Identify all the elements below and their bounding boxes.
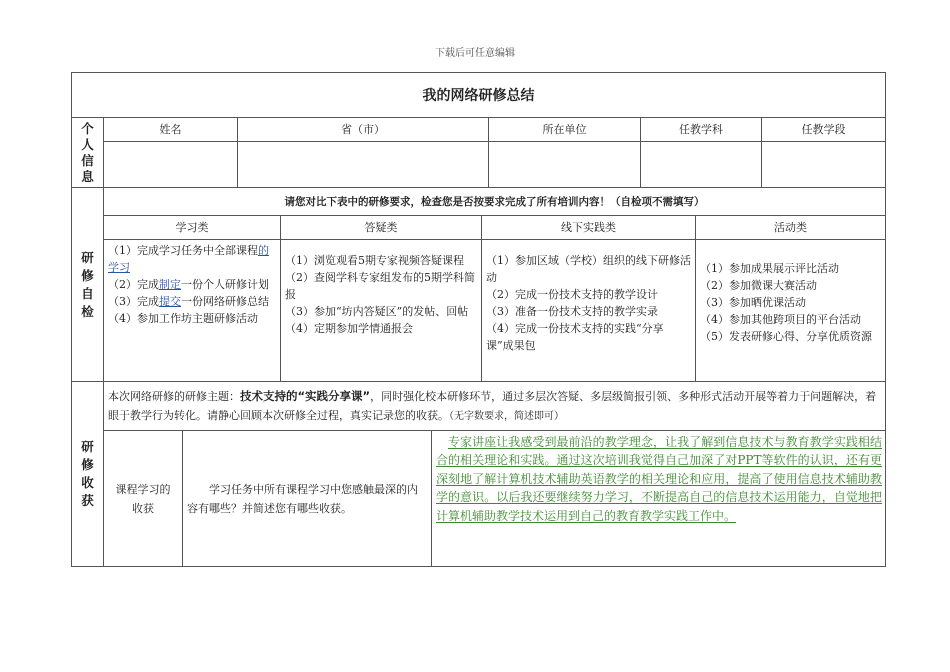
learning-item-4: （4）参加工作坊主题研修活动 xyxy=(108,312,258,325)
selfcheck-instruction: 请您对比下表中的研修要求，检查您是否按要求完成了所有培训内容！（自检项不需填写） xyxy=(284,196,705,208)
col-name-header: 姓名 xyxy=(159,123,182,136)
course-gains-answer[interactable]: 专家讲座让我感受到最前沿的教学理念，让我了解到信息技术与教育教学实践相结合的相关理论和实践。通过这次培训我觉得自己加深了对PPT等软件的认识，还有更深刻地了解计算机技术辅助英语教学的相关理论和应用，提高了使用信息技术辅助教学的意识。以后我还要继续努力学习，不断提高自己的信息技术运用能力，自觉地把计算机辅助教学技术运用到自己的教育教学实践工作中。 xyxy=(436,435,882,523)
learning-list xyxy=(108,242,276,378)
stage-field[interactable] xyxy=(762,142,885,187)
course-gains-question: 学习任务中所有课程学习中您感触最深的内容有哪些？并简述您有哪些收获。 xyxy=(187,482,418,515)
name-field[interactable] xyxy=(104,142,237,187)
qa-list xyxy=(285,252,477,378)
col-stage-header: 任教学段 xyxy=(801,123,846,136)
col-qa-header: 答疑类 xyxy=(364,221,398,234)
qa-item: （3）参加“坊内答疑区”的发帖、回帖 xyxy=(285,305,469,318)
activity-item: （3）参加晒优课活动 xyxy=(700,296,806,309)
activity-item: （2）参加微课大赛活动 xyxy=(700,279,817,292)
learning-link-plan[interactable]: 制定 xyxy=(159,278,181,291)
qa-item: （1）浏览观看5期专家视频答疑课程 xyxy=(285,254,464,267)
offline-item: （4）完成一份技术支持的实践“分享课”成果包 xyxy=(486,322,664,352)
gains-theme: 技术支持的“实践分享课” xyxy=(240,389,371,403)
offline-item: （1）参加区域（学校）组织的线下研修活动 xyxy=(486,254,691,284)
learning-link-study[interactable]: 的学习 xyxy=(108,244,269,274)
col-activity-header: 活动类 xyxy=(774,221,807,234)
gains-intro: 本次网络研修的研修主题：技术支持的“实践分享课”，同时强化校本研修环节，通过多层次答疑、多层级简报引领、多种形式活动开展等着力于问题解决，着眼于教学行为转化。请静心回顾本次研修全过程，真实记录您的收获。（无字数要求，简述即可） xyxy=(108,389,877,422)
province-field[interactable] xyxy=(238,142,488,187)
activity-item: （5）发表研修心得、分享优质资源 xyxy=(700,330,872,343)
activity-item: （4）参加其他跨项目的平台活动 xyxy=(700,313,861,326)
gains-note: （无字数要求，简述即可） xyxy=(449,411,564,422)
header-note: 下载后可任意编辑 xyxy=(435,47,515,59)
gains-label: 研修收获 xyxy=(81,439,94,508)
learning-item-1: （1）完成学习任务中全部课程的学习 xyxy=(108,244,269,274)
course-gains-label: 课程学习的收获 xyxy=(115,482,171,515)
offline-item: （2）完成一份技术支持的教学设计 xyxy=(486,288,658,301)
unit-field[interactable] xyxy=(489,142,640,187)
qa-item: （4）定期参加学情通报会 xyxy=(285,322,413,335)
subject-field[interactable] xyxy=(641,142,761,187)
col-unit-header: 所在单位 xyxy=(542,123,587,136)
page-title: 我的网络研修总结 xyxy=(422,88,535,104)
personal-info-label: 个人信息 xyxy=(81,120,94,184)
col-offline-header: 线下实践类 xyxy=(561,221,616,234)
learning-item-3: （3）完成提交一份网络研修总结 xyxy=(108,295,269,308)
offline-list xyxy=(486,252,691,378)
activity-list xyxy=(700,260,881,378)
col-learning-header: 学习类 xyxy=(175,221,209,234)
qa-item: （2）查阅学科专家组发布的5期学科简报 xyxy=(285,271,475,301)
selfcheck-label: 研修自检 xyxy=(81,249,94,319)
col-province-header: 省（市） xyxy=(341,123,385,136)
activity-item: （1）参加成果展示评比活动 xyxy=(700,262,839,275)
col-subject-header: 任教学科 xyxy=(679,123,723,136)
learning-item-2: （2）完成制定一份个人研修计划 xyxy=(108,278,269,291)
learning-link-submit[interactable]: 提交 xyxy=(159,295,181,308)
offline-item: （3）准备一份技术支持的教学实录 xyxy=(486,305,658,318)
